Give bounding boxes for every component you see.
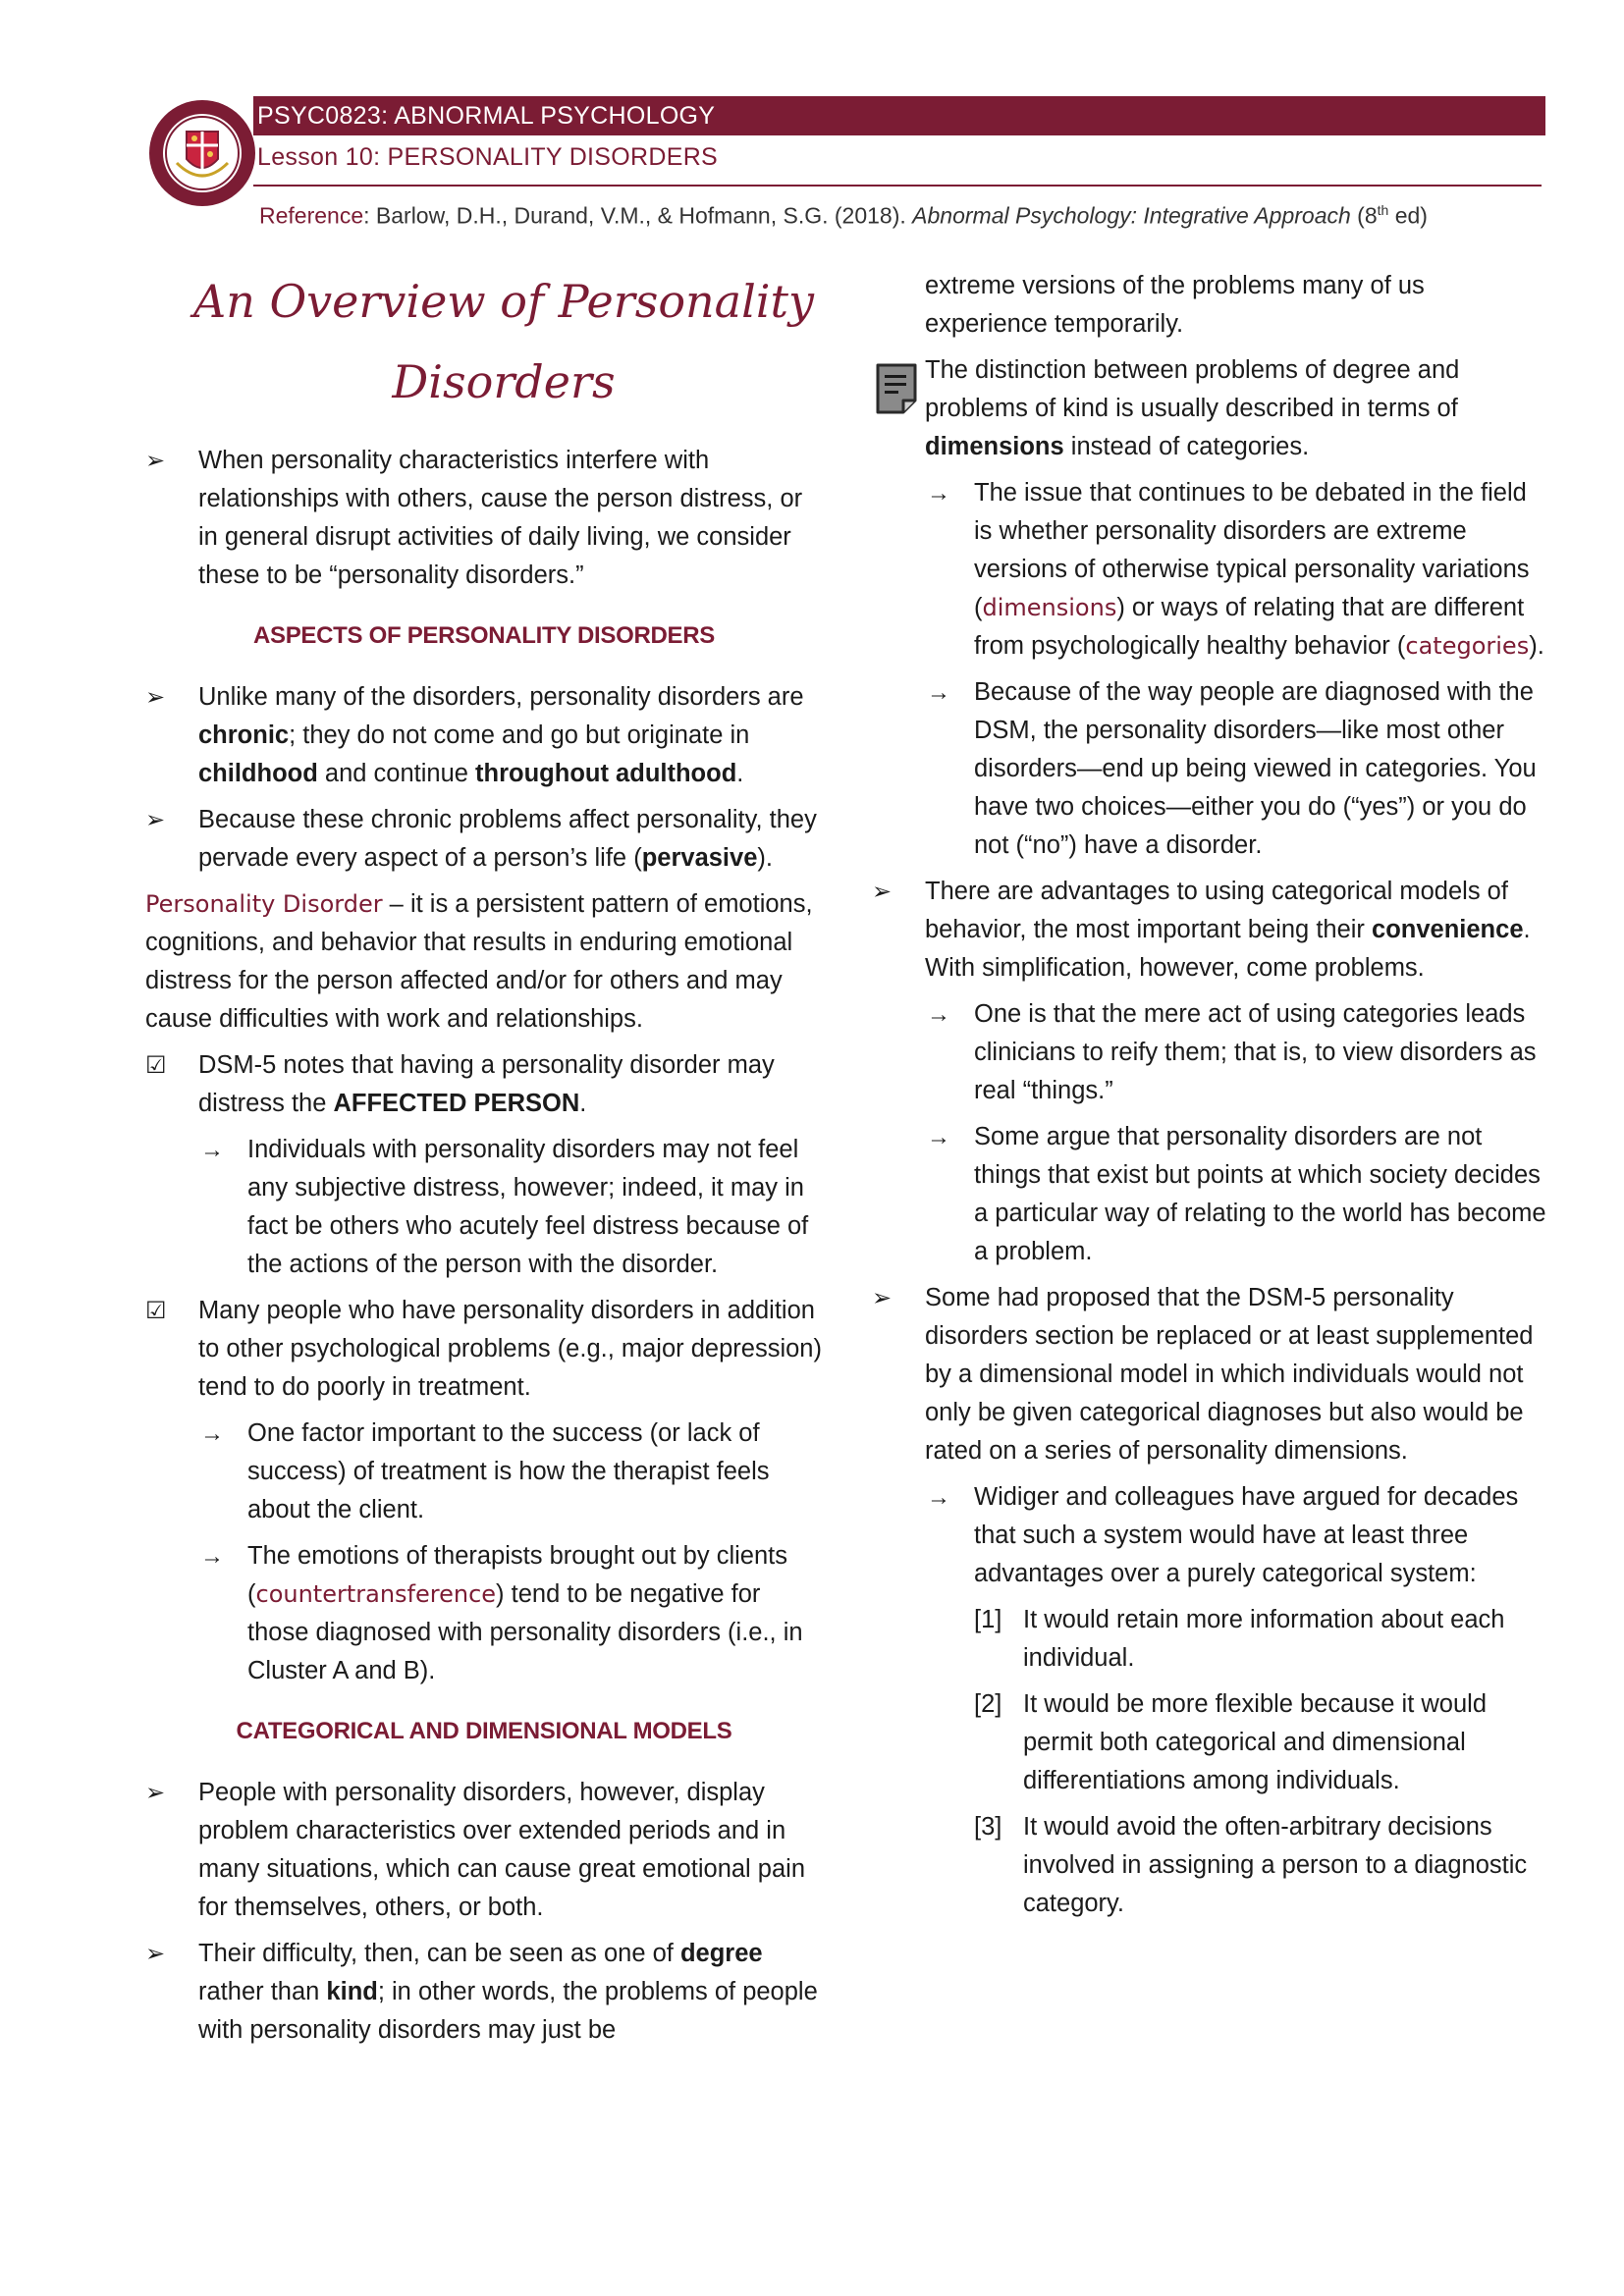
text: ). [1529, 632, 1544, 660]
bullet-arrow-icon: ➢ [872, 879, 893, 905]
reference-label: Reference [259, 202, 364, 229]
reference-edition-sup: th [1377, 202, 1389, 218]
text: DSM-5 notes that having a personality disorder may distress the [198, 1051, 775, 1117]
bullet-arrow-icon: ➢ [872, 1285, 893, 1311]
text: The distinction between problems of degree and problems of kind is usually described in terms of [925, 356, 1460, 422]
arrow-icon: → [200, 1420, 224, 1447]
text: The issue that continues to be debated in the field is whether personality disorders are extreme versions of otherwise typical personality variations ( [974, 479, 1530, 621]
intro-bullet [145, 442, 823, 595]
advantage-text: It would retain more information about each individual. [1023, 1606, 1505, 1672]
sub-item [145, 1131, 823, 1284]
bullet-arrow-icon: ➢ [145, 684, 166, 711]
numbered-advantage [872, 1685, 1551, 1800]
text: instead of categories. [1063, 433, 1310, 460]
model-bullet [145, 1774, 823, 1927]
bullet-arrow-icon: ➢ [145, 807, 166, 833]
sub-item-text: One factor important to the success (or lack of success) of treatment is how the therapist feels about the client. [247, 1419, 770, 1523]
emphasis-degree: degree [679, 1940, 763, 1967]
check-item-text: Many people who have personality disorders in addition to other psychological problems (e.g., major depression) tend to do poorly in treatment. [198, 1297, 822, 1401]
emphasis-chronic: chronic [198, 721, 290, 749]
university-seal-icon [147, 98, 257, 208]
left-column [145, 261, 823, 2057]
checkbox-icon: ☑ [145, 1298, 167, 1324]
term-countertransference: countertransference [255, 1580, 497, 1608]
check-item-affected-person [145, 1046, 823, 1123]
emphasis-childhood: childhood [198, 760, 318, 787]
course-title-bar: PSYC0823: ABNORMAL PSYCHOLOGY [253, 96, 1545, 135]
numbered-advantage [872, 1601, 1551, 1678]
header-divider [253, 185, 1542, 187]
numbered-advantage [872, 1808, 1551, 1923]
intro-text-b: relationships with others, cause the person distress, or in general disrupt activities of daily living, we consider these to be “personality disorders.” [198, 485, 803, 589]
sub-item-text: One is that the mere act of using categories leads clinicians to reify them; that is, to view disorders as real “things.” [974, 1000, 1537, 1104]
arrow-icon: → [200, 1543, 224, 1570]
reference-book-title: Abnormal Psychology: Integrative Approach [912, 202, 1351, 229]
arrow-icon: → [927, 679, 950, 706]
sub-item [145, 1415, 823, 1529]
text: ). [757, 844, 773, 872]
definition-term: Personality Disorder [145, 890, 383, 918]
term-dimensions: dimensions [982, 594, 1117, 621]
right-column [872, 267, 1551, 1931]
text: Their difficulty, then, can be seen as one of [198, 1940, 680, 1967]
text: The emotions of therapists brought out by clients ( [247, 1542, 787, 1608]
sub-item-text: Individuals with personality disorders may not feel any subjective distress, however; indeed, it may in fact be others who acutely feel distress because of the actions of the person with the disorder. [247, 1136, 809, 1278]
sub-item [872, 995, 1551, 1110]
text: . With simplification, however, come problems. [925, 916, 1531, 982]
bullet-arrow-icon: ➢ [145, 1941, 166, 1967]
arrow-icon: → [200, 1137, 224, 1163]
section-heading-aspects: ASPECTS OF PERSONALITY DISORDERS [252, 622, 716, 649]
definition-paragraph [145, 885, 823, 1039]
note-icon [874, 361, 919, 414]
text: . [579, 1090, 587, 1117]
advantage-text: It would be more flexible because it would permit both categorical and dimensional differentiations among individuals. [1023, 1690, 1488, 1794]
sub-item [145, 1537, 823, 1690]
advantage-text: It would avoid the often-arbitrary decisions involved in assigning a person to a diagnostic category. [1023, 1813, 1528, 1917]
aspect-bullet-chronic [145, 678, 823, 793]
continuation-text: extreme versions of the problems many of us experience temporarily. [925, 272, 1425, 338]
arrow-icon: → [927, 1124, 950, 1150]
advantage-number: [1] [974, 1606, 1002, 1633]
model-bullet-degree [145, 1935, 823, 2050]
text: There are advantages to using categorical models of behavior, the most important being their [925, 878, 1508, 943]
text: ) or ways of relating that are different from psychologically healthy behavior ( [974, 594, 1525, 660]
sub-item [872, 1118, 1551, 1271]
arrow-icon: → [927, 1001, 950, 1028]
text: ) tend to be negative for those diagnosed with personality disorders (i.e., in Cluster A and B). [247, 1580, 803, 1684]
emphasis-dimensions: dimensions [925, 433, 1064, 460]
check-item-treatment [145, 1292, 823, 1407]
page-title [145, 261, 823, 422]
reference-edition: (8 [1350, 202, 1378, 229]
aspect-bullet-pervasive [145, 801, 823, 878]
proposal-text: Some had proposed that the DSM-5 personality disorders section be replaced or at least supplemented by a dimensional model in which individuals would not only be given categorical diagnoses but also would be rated on a series of personality dimensions. [925, 1284, 1534, 1465]
sub-item-text: Some argue that personality disorders are not things that exist but points at which society decides a particular way of relating to the world has become a problem. [974, 1123, 1546, 1265]
sub-item [872, 474, 1551, 666]
continuation-text-block [872, 267, 1551, 344]
checkbox-icon: ☑ [145, 1052, 167, 1079]
advantage-number: [3] [974, 1813, 1002, 1841]
text: ; they do not come and go but originate in [289, 721, 750, 749]
text: ; in other words, the problems of people with personality disorders may just be [198, 1978, 818, 2044]
advantages-bullet [872, 873, 1551, 988]
page-title-line-1: An Overview of Personality [193, 275, 814, 328]
text: . [736, 760, 744, 787]
section-heading-models: CATEGORICAL AND DIMENSIONAL MODELS [236, 1718, 732, 1744]
model-bullet-text: People with personality disorders, however, display problem characteristics over extended periods and in many situations, which can cause great emotional pain for themselves, others, or both. [198, 1779, 806, 1921]
page-title-line-2: Disorders [392, 355, 616, 408]
sub-item [872, 1478, 1551, 1593]
reference-authors: : Barlow, D.H., Durand, V.M., & Hofmann, S.G. (2018). [363, 202, 913, 229]
intro-text-a: When personality characteristics interfere with [198, 447, 710, 474]
bullet-arrow-icon: ➢ [145, 1780, 166, 1806]
term-categories: categories [1405, 632, 1530, 660]
definition-text: – it is a persistent pattern of emotions, cognitions, and behavior that results in enduring emotional distress for the person affected and/or for others and may cause difficulties with work and relationships. [145, 890, 813, 1033]
emphasis-convenience: convenience [1372, 916, 1524, 943]
text: and continue [317, 760, 476, 787]
bullet-arrow-icon: ➢ [145, 448, 166, 474]
reference-line [259, 202, 1428, 230]
sub-item-text: Widiger and colleagues have argued for decades that such a system would have at least three advantages over a purely categorical system: [974, 1483, 1519, 1587]
text: rather than [198, 1978, 327, 2005]
text: Because these chronic problems affect personality, they pervade every aspect of a person’s life ( [198, 806, 817, 872]
arrow-icon: → [927, 480, 950, 507]
arrow-icon: → [927, 1484, 950, 1511]
emphasis-adulthood: throughout adulthood [475, 760, 737, 787]
proposal-bullet [872, 1279, 1551, 1470]
sub-item-text: Because of the way people are diagnosed with the DSM, the personality disorders—like most other disorders—end up being viewed in categories. You have two choices—either you do (“yes”) or you do not (“no”) have a disorder. [974, 678, 1537, 859]
advantage-number: [2] [974, 1690, 1002, 1718]
sub-item [872, 673, 1551, 865]
note-block [872, 351, 1551, 466]
lesson-title: Lesson 10: PERSONALITY DISORDERS [257, 143, 719, 171]
emphasis-kind: kind [326, 1978, 378, 2005]
text: Unlike many of the disorders, personality disorders are [198, 683, 804, 711]
reference-edition-end: ed) [1388, 202, 1428, 229]
emphasis-pervasive: pervasive [641, 844, 758, 872]
emphasis-affected-person: AFFECTED PERSON [333, 1090, 580, 1117]
